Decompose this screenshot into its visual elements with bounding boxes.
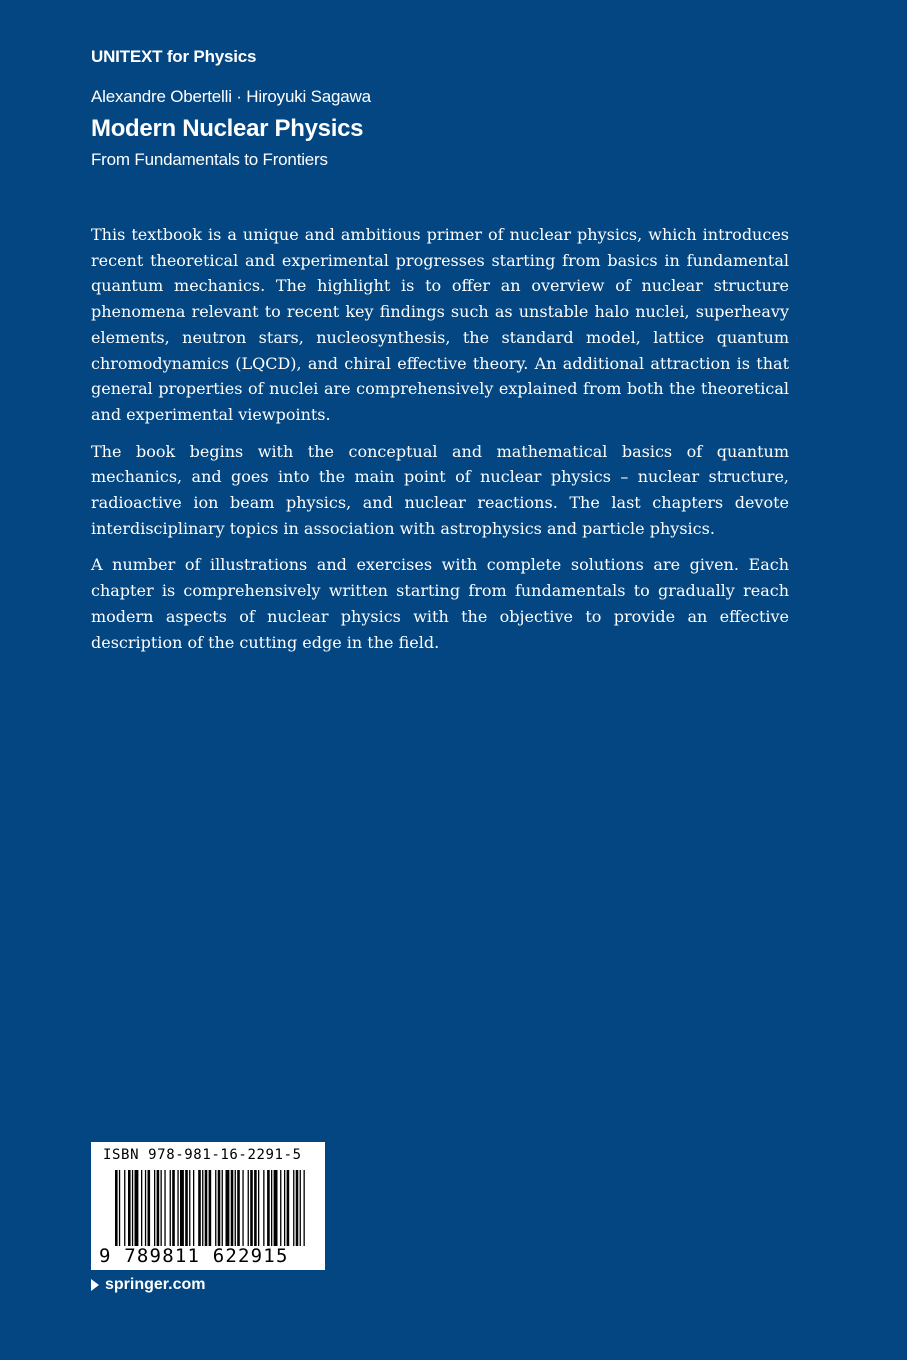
book-description — [91, 222, 789, 666]
arrow-right-icon — [91, 1279, 99, 1291]
barcode-bars — [115, 1170, 307, 1246]
description-paragraph-3: A number of illustrations and exercises with complete solutions are given. Each chapter is comprehensively written starting from fundamentals to gradually reach modern aspects of nuclear physics with the objective to provide an effective description of the cutting edge in the field. — [91, 555, 789, 652]
description-paragraph-2: The book begins with the conceptual and mathematical basics of quantum mechanics, and goes into the main point of nuclear physics – nuclear structure, radioactive ion beam physics, and nuclear reactions. The last chapters devote interdisciplinary topics in association with astrophysics and particle physics. — [91, 441, 789, 538]
series-name: UNITEXT for Physics — [91, 47, 257, 66]
book-title: Modern Nuclear Physics — [91, 115, 364, 142]
description-paragraph-1: This textbook is a unique and ambitious primer of nuclear physics, which introduces recent theoretical and experimental progresses starting from basics in fundamental quantum mechanics. The highlight is to offer an overview of nuclear structure phenomena relevant to recent key findings such as unstable halo nuclei, superheavy elements, neutron stars, nucleosynthesis, the standard model, lattice quantum chromodynamics (LQCD), and chiral effective theory. An additional attraction is that general properties of nuclei are comprehensively explained from both the theoretical and experimental viewpoints. — [91, 225, 789, 424]
barcode-digits: 9 789811 622915 — [99, 1245, 289, 1267]
authors: Alexandre Obertelli · Hiroyuki Sagawa — [91, 87, 371, 106]
isbn-label: ISBN 978-981-16-2291-5 — [103, 1147, 302, 1163]
isbn-barcode — [91, 1142, 325, 1270]
publisher-link-text: springer.com — [105, 1276, 206, 1293]
publisher-link[interactable] — [91, 1276, 205, 1294]
book-subtitle: From Fundamentals to Frontiers — [91, 150, 328, 169]
